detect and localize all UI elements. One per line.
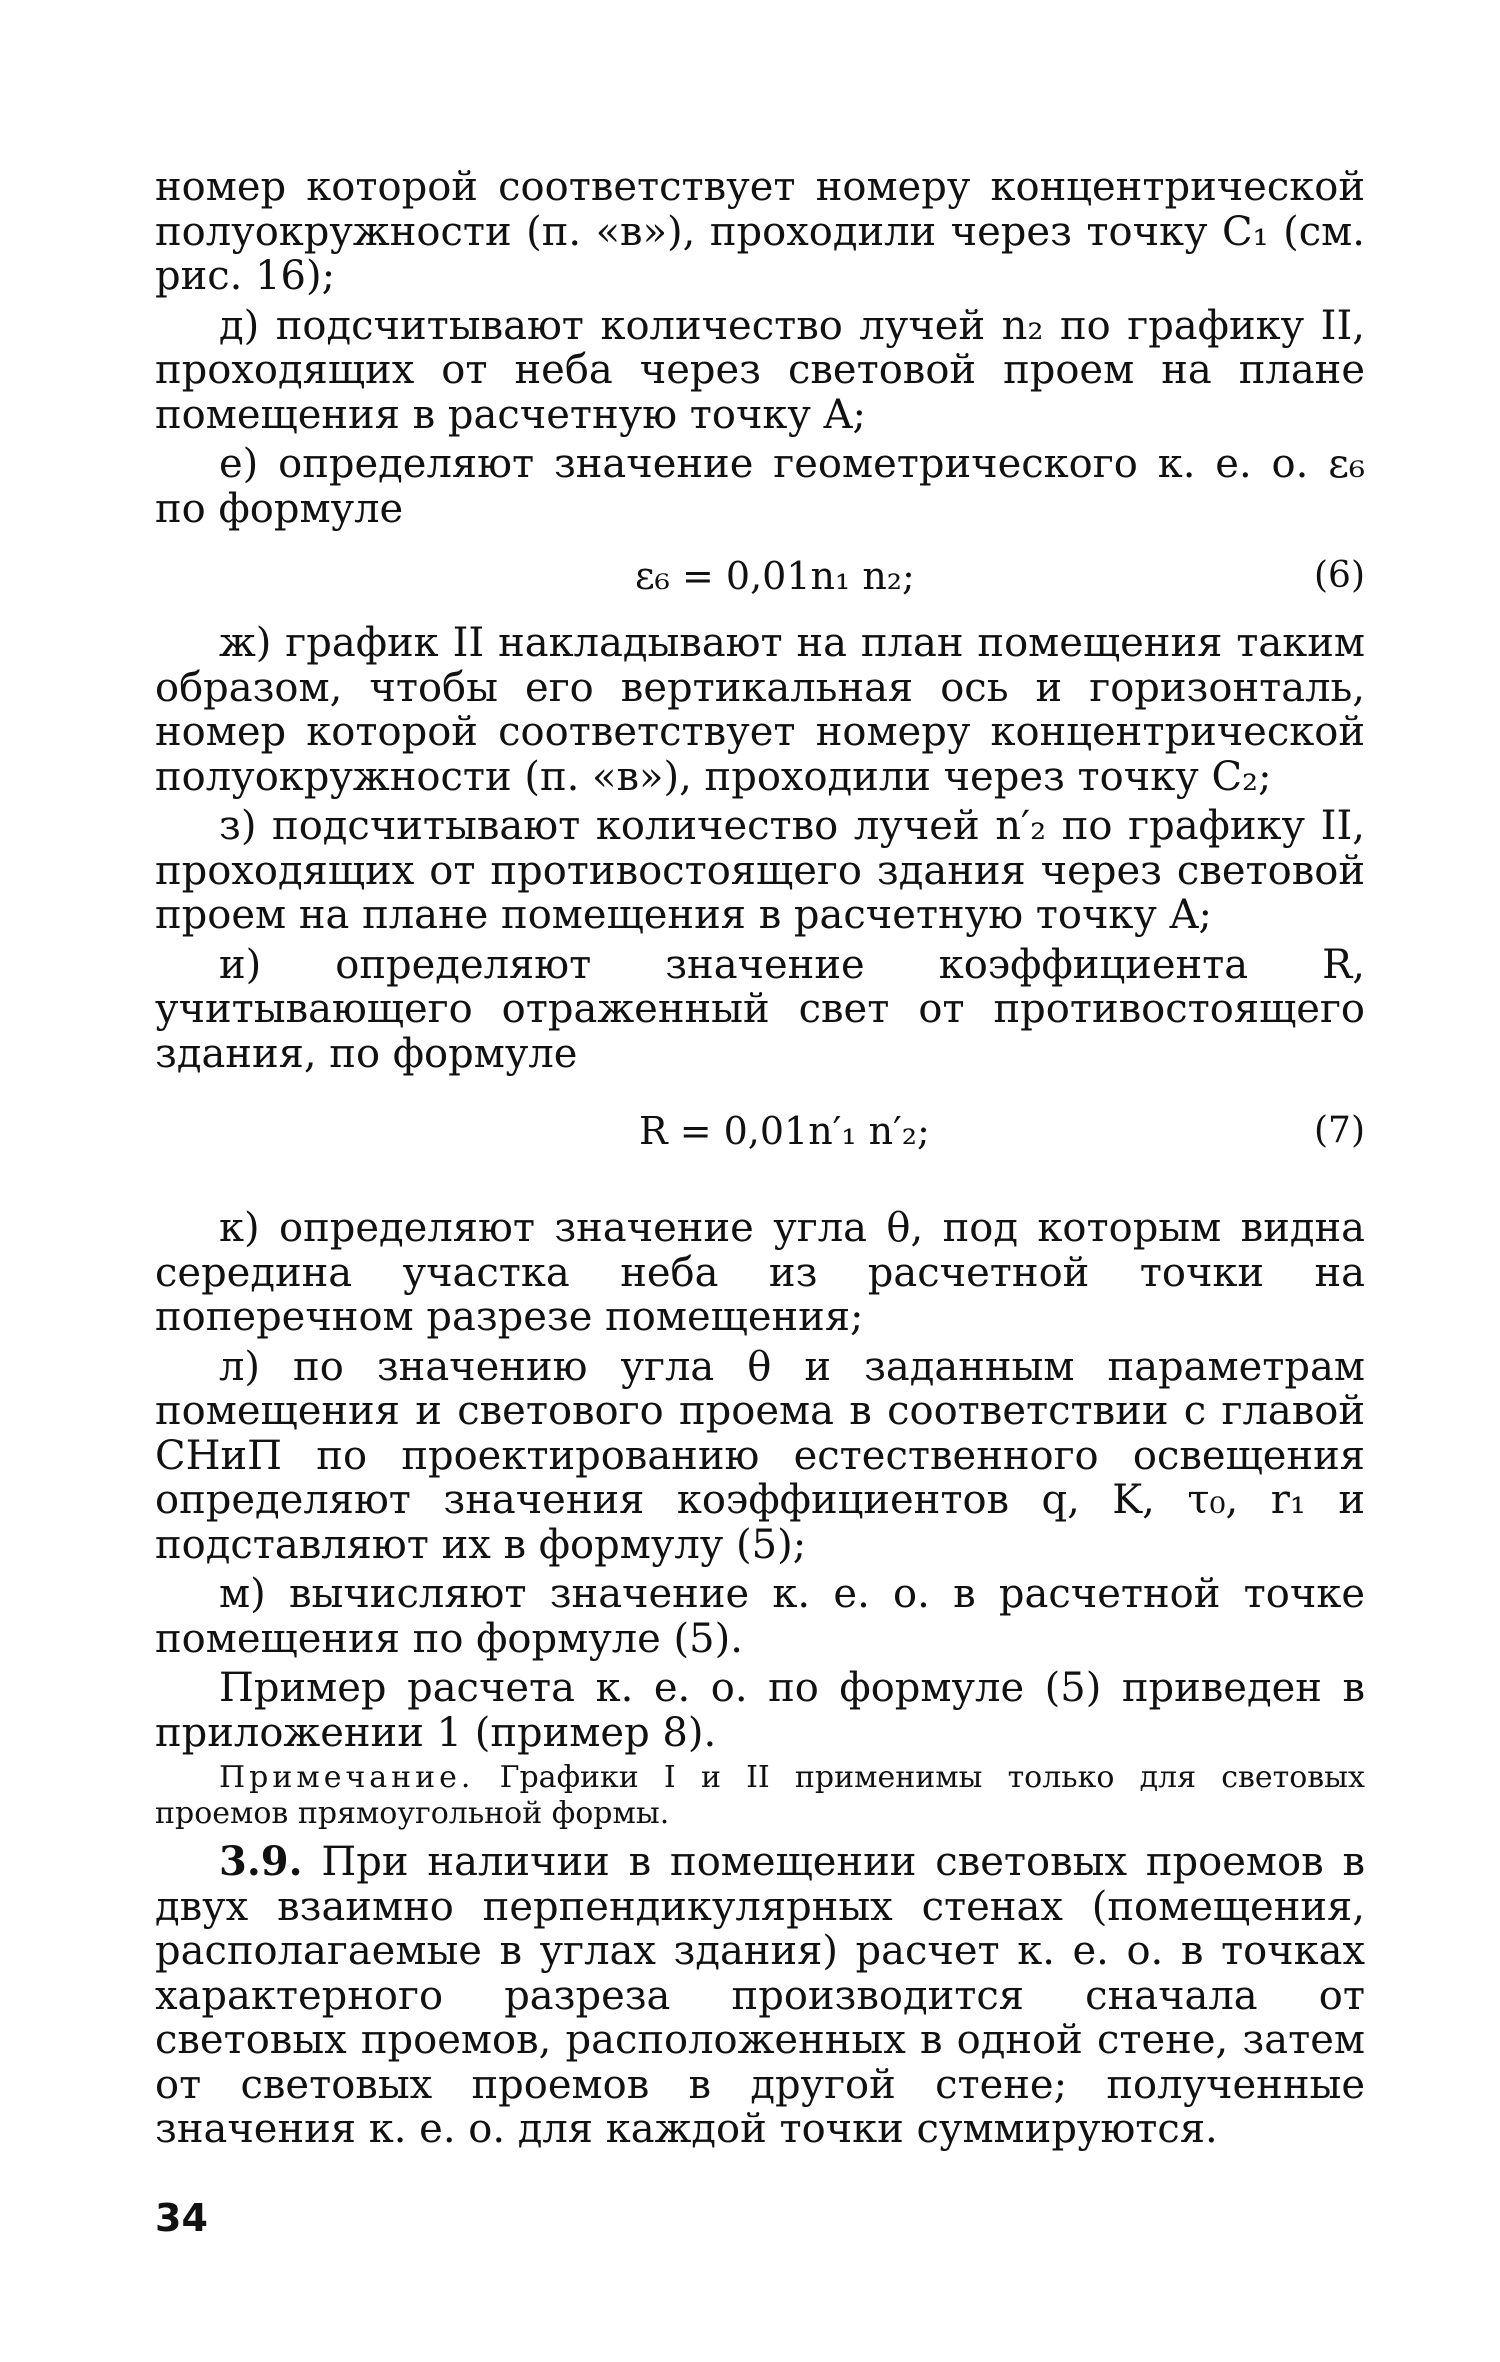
- formula-7-expression: R = 0,01n′₁ n′₂;: [639, 1109, 930, 1153]
- paragraph-item-z: з) подсчитывают количество лучей n′₂ по графику II, проходящих от противостоящего здания через световой проем на плане помещения в расчетную точку A;: [155, 803, 1365, 938]
- paragraph-item-m: м) вычисляют значение к. е. о. в расчетной точке помещения по формуле (5).: [155, 1571, 1365, 1662]
- paragraph-item-e: е) определяют значение геометрического к. е. о. ε₆ по формуле: [155, 441, 1365, 532]
- section-text: При наличии в помещении световых проемов в двух взаимно перпендикулярных стенах (помещения, располагаемые в углах здания) расчет к. е. о. в точках характерного разреза производится сначала от световых проемов, расположенных в одной стене, затем от световых проемов в другой стене; полученные значения к. е. о. для каждой точки суммируются.: [155, 1839, 1366, 2152]
- formula-6-number: (6): [1314, 555, 1365, 596]
- formula-7: [155, 1102, 1365, 1160]
- note-label: Примечание.: [219, 1760, 475, 1795]
- paragraph-item-zh: ж) график II накладывают на план помещения таким образом, чтобы его вертикальная ось и горизонталь, номер которой соответствует номеру концентрической полуокружности (п. «в»), проходили через точку C₂;: [155, 620, 1365, 800]
- formula-7-number: (7): [1314, 1110, 1365, 1151]
- paragraph-continuation: номер которой соответствует номеру концентрической полуокружности (п. «в»), проходили через точку C₁ (см. рис. 16);: [155, 164, 1365, 299]
- page-number: 34: [155, 2196, 208, 2240]
- paragraph-item-l: л) по значению угла θ и заданным параметрам помещения и светового проема в соответствии с главой СНиП по проектированию естественного освещения определяют значения коэффициентов q, K, τ₀, r₁ и подставляют их в формулу (5);: [155, 1343, 1365, 1568]
- section-number: 3.9.: [219, 1838, 303, 1885]
- formula-6-expression: ε₆ = 0,01n₁ n₂;: [635, 554, 915, 598]
- note-text: Графики I и II применимы только для световых проемов прямоугольной формы.: [155, 1760, 1365, 1831]
- paragraph-item-i: и) определяют значение коэффициента R, учитывающего отраженный свет от противостоящего здания, по формуле: [155, 941, 1365, 1077]
- paragraph-section-3-9: [155, 1840, 1365, 2152]
- note: [155, 1760, 1365, 1832]
- page-body: [155, 165, 1365, 2152]
- paragraph-item-k: к) определяют значение угла θ, под которым видна середина участка неба из расчетной точки на поперечном разрезе помещения;: [155, 1205, 1365, 1340]
- paragraph-item-d: д) подсчитывают количество лучей n₂ по графику II, проходящих от неба через световой проем на плане помещения в расчетную точку A;: [155, 302, 1365, 438]
- formula-6: [155, 547, 1365, 605]
- paragraph-example: Пример расчета к. е. о. по формуле (5) приведен в приложении 1 (пример 8).: [155, 1665, 1365, 1756]
